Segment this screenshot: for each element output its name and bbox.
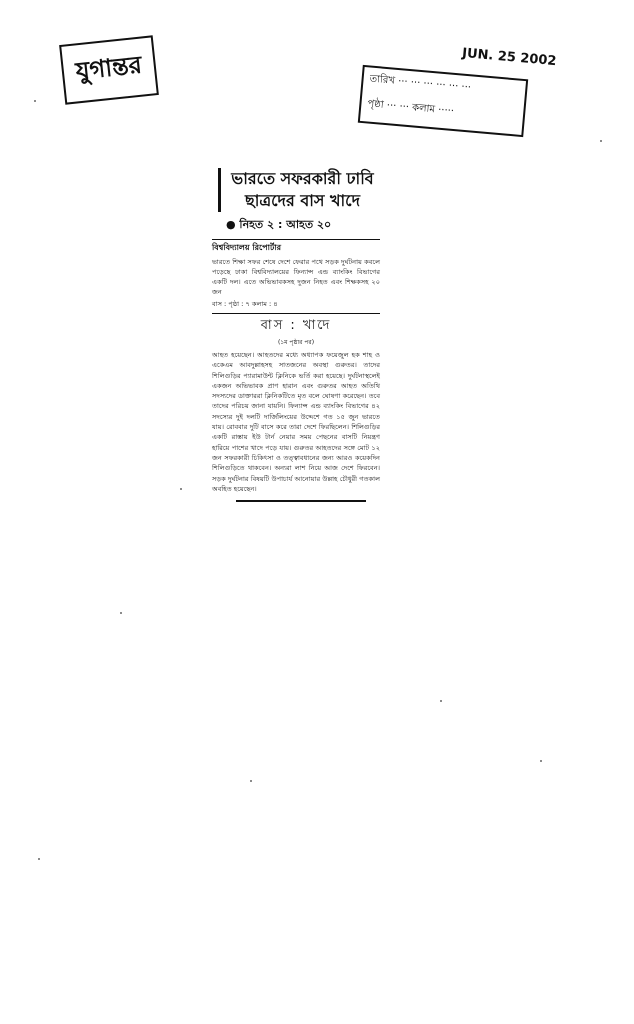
headline-line-2: ছাত্রদের বাস খাদে <box>245 191 360 210</box>
slip-page-line: পৃষ্ঠা ··· ··· কলাম ····· <box>366 98 455 117</box>
article-body: আহত হয়েছেন। আহতদের মধ্যে অধ্যাপক ফয়েজুল হক শাহ ও একেএম আবদুল্লাহসহ সাতজনের অবস্থা গুরুতর। তাদের শিলিগুড়ির প্যারামাউন্ট ক্লিনিকে ভর্তি করা হয়েছে। দুর্ঘটনাস্থলেই একজন অভিভাবক প্রাণ হারান এবং গুরুতর আহত অতিথি সদস্যদের ডাক্তাররা ক্লিনিকটিতে মৃত বলে ঘোষণা করেছেন। তবে তাদের পরিচয় জানা যায়নি। ফিন্যান্স এন্ড ব্যাংকিং বিভাগের ৪২ সদস্যের দুই দলটি দার্জিলিংয়ের উদ্দেশে গত ১৫ জুন ভারতে যায়। রোববার দুটি বাসে করে তারা দেশে ফিরছিলেন। শিলিগুড়ির একটি রাস্তায় ইউ টার্ন নেয়ার সময় পেছনের বাসটি নিয়ন্ত্রণ হারিয়ে পাশের খাদে পড়ে যায়। গুরুতর আহতদের সঙ্গে মোট ১২ জন সফরকারী চিকিৎসা ও তত্ত্বাবধানের জন্য আরও কয়েকদিন শিলিগুড়িতে থাকবেন। অন্যরা লাশ নিয়ে আজ দেশে ফিরবেন। সড়ক দুর্ঘটনার বিষয়টি উপাচার্য আনোয়ার উল্লাহ চৌধুরী গতকাল অবহিত হয়েছেন। <box>212 351 380 493</box>
byline: বিশ্ববিদ্যালয় রিপোর্টার <box>212 239 380 255</box>
intro-paragraph: ভারতে শিক্ষা সফর শেষে দেশে ফেরার পথে সড়ক দুর্ঘটনায় কবলে পড়েছে ঢাকা বিশ্ববিদ্যালয়ের ফিন্যান্স এন্ড ব্যাংকিং বিভাগের একটি দল। এতে অভিভাবকসহ দুজন নিহত এবং শিক্ষকসহ ২০ জন <box>212 258 380 296</box>
subheadline: ● নিহত ২ : আহত ২০ <box>226 218 332 231</box>
scan-speck <box>600 140 602 142</box>
continuation-title: বাস : খাদে <box>260 318 332 333</box>
headline <box>218 168 380 212</box>
scan-speck <box>440 700 442 702</box>
page-reference: বাস : পৃষ্ঠা : ৭ কলাম : ৪ <box>212 300 278 308</box>
news-clipping <box>212 168 380 588</box>
scan-speck <box>38 858 40 860</box>
scan-speck <box>120 612 122 614</box>
date-stamp: JUN. 25 2002 <box>461 45 558 70</box>
slip-date-line: তারিখ ··· ··· ··· ··· ··· ··· <box>369 73 472 94</box>
continuation-reference: (১ম পৃষ্ঠার পর) <box>277 339 315 346</box>
scan-speck <box>34 100 36 102</box>
newspaper-name: যুগান্তর <box>74 50 144 86</box>
scan-speck <box>180 488 182 490</box>
end-rule <box>236 500 366 502</box>
headline-line-1: ভারতে সফরকারী ঢাবি <box>231 169 374 188</box>
newspaper-name-stamp <box>59 35 159 104</box>
scan-speck <box>250 780 252 782</box>
scan-speck <box>540 760 542 762</box>
clipping-record-slip <box>358 65 528 137</box>
section-divider <box>212 313 380 314</box>
